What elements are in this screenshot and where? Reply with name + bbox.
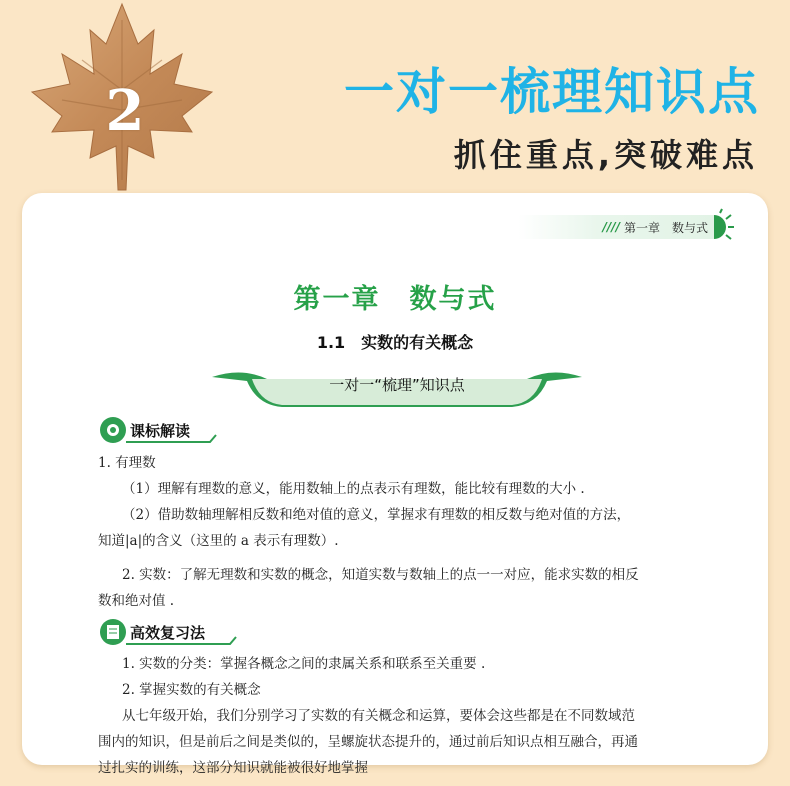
- running-header-slashes: ////: [602, 220, 620, 234]
- section-title: 1.1 实数的有关概念: [316, 333, 474, 352]
- running-header-text: 第一章 数与式: [623, 220, 708, 235]
- text-line: 数和绝对值 .: [98, 593, 175, 609]
- section-number-badge: 2: [105, 78, 145, 144]
- page-subheadline: 抓住重点,突破难点: [453, 136, 758, 174]
- book-page-card: [22, 193, 768, 776]
- tag-review-method: [98, 617, 238, 647]
- tag-curriculum: [98, 415, 218, 445]
- text-line: 过扎实的训练，这部分知识就能被很好地掌握: [98, 760, 368, 776]
- text-line: 知道|a|的含义（这里的 a 表示有理数）.: [98, 533, 339, 549]
- text-line: 从七年级开始，我们分别学习了实数的有关概念和运算，要体会这些都是在不同数域范: [122, 708, 635, 724]
- text-line: 2. 实数：了解无理数和实数的概念，知道实数与数轴上的点一一对应，能求实数的相反: [122, 567, 639, 583]
- banner-label: 一对一“梳理”知识点: [329, 376, 465, 394]
- text-line: 2. 掌握实数的有关概念: [122, 682, 261, 698]
- tag-review-method-label: 高效复习法: [130, 624, 206, 642]
- text-line: 围内的知识，但是前后之间是类似的，呈螺旋状态提升的，通过前后知识点相互融合，再通: [98, 734, 638, 750]
- text-line: （1）理解有理数的意义，能用数轴上的点表示有理数，能比较有理数的大小 .: [122, 481, 585, 497]
- chapter-title: 第一章 数与式: [293, 284, 497, 315]
- tag-curriculum-label: 课标解读: [130, 422, 191, 440]
- running-header: [518, 215, 716, 239]
- page-headline: 一对一梳理知识点: [344, 63, 760, 121]
- text-line: 1. 有理数: [98, 455, 156, 471]
- half-sun-icon: [708, 211, 736, 243]
- text-line: 1. 实数的分类：掌握各概念之间的隶属关系和联系至关重要 .: [122, 656, 486, 672]
- text-line: （2）借助数轴理解相反数和绝对值的意义，掌握求有理数的相反数与绝对值的方法，: [122, 507, 631, 523]
